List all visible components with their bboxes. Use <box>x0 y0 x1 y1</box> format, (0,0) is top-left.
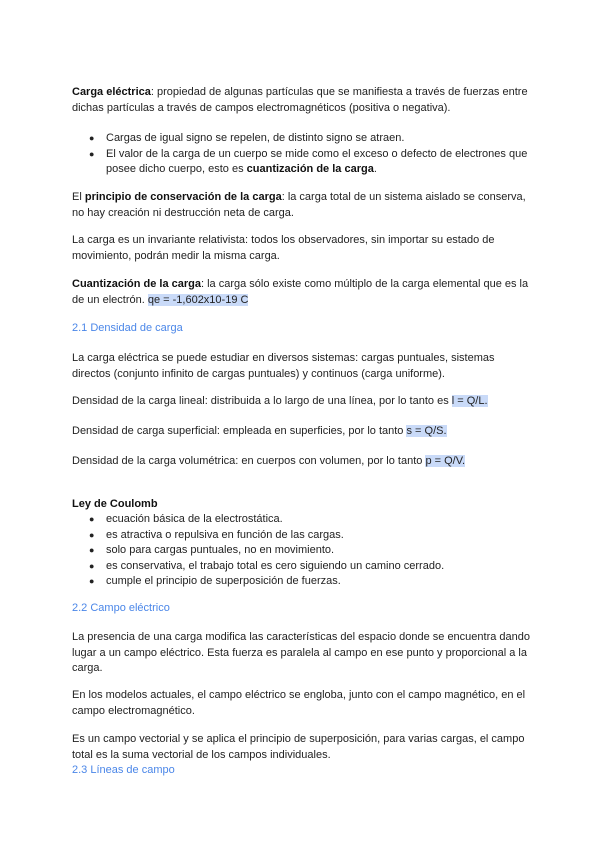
paragraph-campo-vectorial <box>72 732 532 763</box>
paragraph-invariante <box>72 233 532 264</box>
coulomb-title-text: Ley de Coulomb <box>72 498 158 510</box>
list-item <box>72 574 532 590</box>
bullet-list-coulomb <box>72 512 532 590</box>
coulomb-title <box>72 497 532 513</box>
paragraph-densidad-volumetrica <box>72 454 532 470</box>
section-heading-densidad: 2.1 Densidad de carga <box>72 322 183 334</box>
paragraph-text: : la carga total de un sistema aislado se conserva, no hay creación ni destrucción neta de carga. <box>72 191 526 219</box>
paragraph-modelos-actuales <box>72 688 532 719</box>
paragraph-sistemas <box>72 351 532 382</box>
formula-densidad-superficial: s = Q/S. <box>406 425 447 437</box>
paragraph-carga-electrica <box>72 85 532 116</box>
formula-densidad-lineal: l = Q/L. <box>451 395 488 407</box>
list-item-text: El valor de la carga de un cuerpo se mide como el exceso o defecto de electrones que posee dicho cuerpo, esto es <box>106 147 528 175</box>
paragraph-text: En los modelos actuales, el campo eléctrico se engloba, junto con el campo magnético, en el campo electromagnético. <box>72 689 526 717</box>
paragraph-text: Densidad de carga superficial: empleada en superficies, por lo tanto <box>72 425 407 437</box>
list-item <box>72 559 532 575</box>
paragraph-presencia-carga <box>72 630 532 677</box>
list-item-text: cumple el principio de superposición de fuerzas. <box>106 575 341 587</box>
section-heading-lineas-campo: 2.3 Líneas de campo <box>72 764 175 776</box>
paragraph-densidad-lineal <box>72 394 532 410</box>
term-carga-electrica: Carga eléctrica <box>72 86 151 98</box>
paragraph-prefix: El <box>72 191 85 203</box>
paragraph-text: La carga es un invariante relativista: todos los observadores, sin importar su estado de movimiento, podrán medir la misma carga. <box>72 234 495 262</box>
paragraph-conservacion <box>72 190 532 221</box>
paragraph-text: Densidad de la carga lineal: distribuida a lo largo de una línea, por lo tanto es <box>72 395 452 407</box>
paragraph-densidad-superficial <box>72 424 532 440</box>
list-item <box>72 528 532 544</box>
list-item-text: Cargas de igual signo se repelen, de distinto signo se atraen. <box>106 132 405 144</box>
list-item <box>72 131 532 147</box>
list-item-text: es conservativa, el trabajo total es cero siguiendo un camino cerrado. <box>106 559 445 572</box>
paragraph-text: : propiedad de algunas partículas que se manifiesta a través de fuerzas entre dichas partículas a través de campos electromagnéticos (positiva o negativa). <box>72 86 528 114</box>
paragraph-text: La carga eléctrica se puede estudiar en diversos sistemas: cargas puntuales, sistemas directos (conjunto infinito de cargas puntuales) y continuos (carga uniforme). <box>72 352 495 380</box>
paragraph-text: Densidad de la carga volumétrica: en cuerpos con volumen, por lo tanto <box>72 455 426 467</box>
list-item-text: solo para cargas puntuales, no en movimiento. <box>106 544 335 556</box>
paragraph-cuantizacion <box>72 277 532 308</box>
term-cuantizacion: cuantización de la carga <box>246 163 374 175</box>
term-conservacion: principio de conservación de la carga <box>84 191 282 203</box>
list-item-text: es atractiva o repulsiva en función de las cargas. <box>106 528 344 541</box>
list-item-end: . <box>373 163 377 175</box>
term-cuantizacion-carga: Cuantización de la carga <box>72 278 201 290</box>
list-item <box>72 147 532 178</box>
paragraph-text: : la carga sólo existe como múltiplo de la carga elemental que es la de un electrón. <box>72 278 529 306</box>
paragraph-text: La presencia de una carga modifica las características del espacio donde se encuentra dando lugar a un campo eléctrico. Esta fuerza es paralela al campo en ese punto y proporcional a la carga. <box>72 631 531 674</box>
formula-carga-elemental: qe = -1,602x10-19 C <box>147 293 249 306</box>
formula-densidad-volumetrica: p = Q/V. <box>425 455 466 467</box>
list-item <box>72 543 532 559</box>
list-item-text: ecuación básica de la electrostática. <box>106 513 283 525</box>
bullet-list-carga <box>72 131 532 178</box>
section-heading-campo-electrico: 2.2 Campo eléctrico <box>72 602 170 614</box>
paragraph-text: Es un campo vectorial y se aplica el principio de superposición, para varias cargas, el campo total es la suma vectorial de los campos individuales. <box>72 733 525 761</box>
list-item <box>72 512 532 528</box>
